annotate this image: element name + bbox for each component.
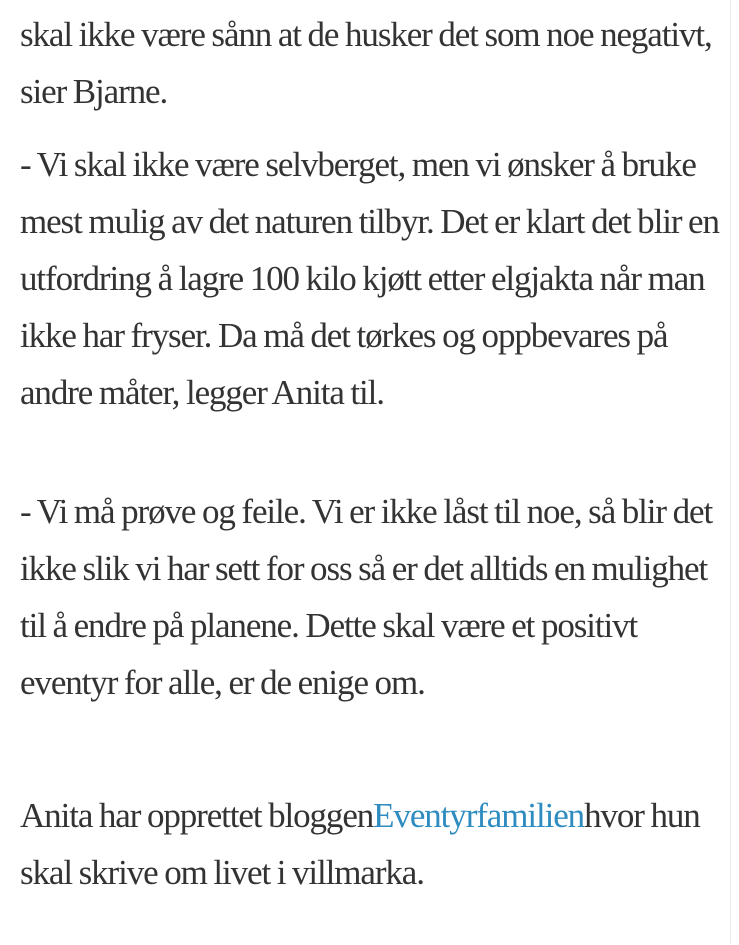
blog-intro-text: Anita har opprettet bloggen [20,796,374,835]
paragraph-blog [20,787,725,901]
paragraph-anita-quote: - Vi skal ikke være selvberget, men vi ønsker å bruke mest mulig av det naturen tilbyr. Det er klart det blir en utfordring å lagre 100 kilo kjøtt etter elgjakta når man ikke har fryser. Da må det tørkes og oppbevares på andre måter, legger Anita til. [20,145,719,412]
blog-outro-text: hvor hun skal skrive om livet i villmarka. [20,796,700,892]
page-edge-divider [730,0,731,945]
paragraph-trial-and-error: - Vi må prøve og feile. Vi er ikke låst til noe, så blir det ikke slik vi har sett for oss så er det alltids en mulighet til å endre på planene. Dette skal være et positivt eventyr for alle, er de enige om. [20,492,713,702]
paragraph-bjarne-quote: skal ikke være sånn at de husker det som noe negativt, sier Bjarne. [20,15,712,111]
eventyrfamilien-blog-link[interactable]: Eventyrfamilien [373,796,585,835]
